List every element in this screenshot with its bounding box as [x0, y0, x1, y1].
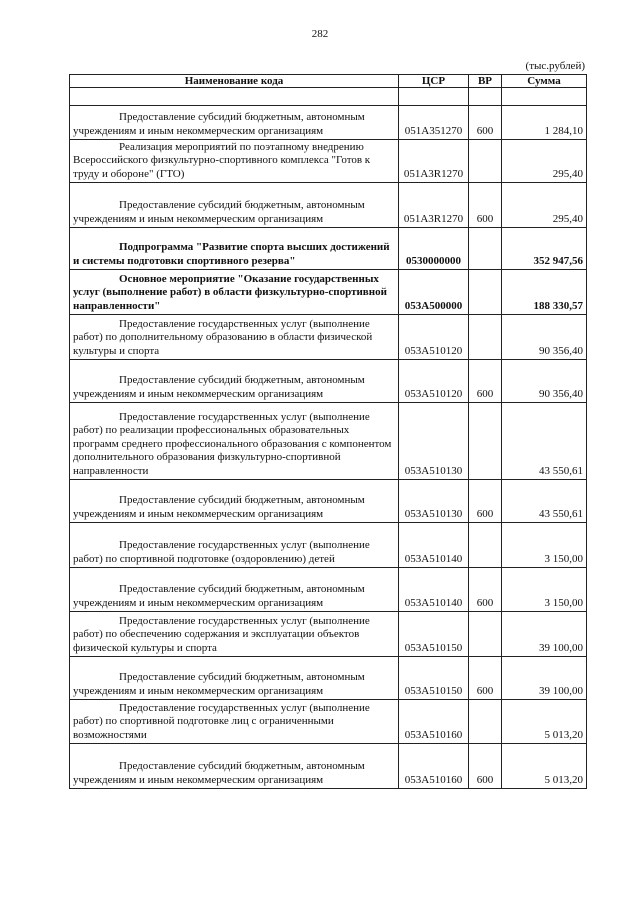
table-row [70, 140, 587, 183]
row-sum [502, 88, 587, 106]
row-name: Предоставление государственных услуг (выполнение работ) по обеспечению содержания и эксплуатации объектов физической культуры и спорта [70, 612, 399, 657]
row-name: Предоставление субсидий бюджетным, автономным учреждениям и иным некоммерческим организациям [70, 657, 399, 700]
row-csr: 053А510150 [399, 612, 469, 657]
budget-table [69, 74, 587, 789]
table-header-row [70, 75, 587, 88]
table-row [70, 744, 587, 789]
row-vr: 600 [469, 657, 502, 700]
row-csr: 053А510120 [399, 360, 469, 403]
row-name: Реализация мероприятий по поэтапному внедрению Всероссийского физкультурно-спортивного комплекса "Готов к труду и обороне" (ГТО) [70, 140, 399, 183]
row-vr [469, 140, 502, 183]
row-name: Предоставление субсидий бюджетным, автономным учреждениям и иным некоммерческим организациям [70, 744, 399, 789]
row-vr: 600 [469, 744, 502, 789]
header-name: Наименование кода [70, 75, 399, 88]
row-name: Основное мероприятие "Оказание государственных услуг (выполнение работ) в области физкультурно-спортивной направленности" [70, 270, 399, 315]
table-row [70, 228, 587, 270]
row-vr: 600 [469, 480, 502, 523]
row-vr: 600 [469, 183, 502, 228]
row-name: Подпрограмма "Развитие спорта высших достижений и системы подготовки спортивного резерва" [70, 228, 399, 270]
header-sum: Сумма [502, 75, 587, 88]
row-sum: 90 356,40 [502, 315, 587, 360]
page-number: 282 [311, 28, 329, 40]
row-sum: 352 947,56 [502, 228, 587, 270]
row-sum: 43 550,61 [502, 403, 587, 480]
row-sum: 39 100,00 [502, 657, 587, 700]
row-sum: 295,40 [502, 183, 587, 228]
row-vr [469, 612, 502, 657]
row-vr [469, 88, 502, 106]
row-csr: 053А510140 [399, 568, 469, 612]
row-name: Предоставление государственных услуг (выполнение работ) по спортивной подготовке лиц с ограниченными возможностями [70, 700, 399, 744]
row-csr: 051A351270 [399, 106, 469, 140]
table-row [70, 523, 587, 568]
row-sum: 90 356,40 [502, 360, 587, 403]
row-name [70, 88, 399, 106]
row-name: Предоставление субсидий бюджетным, автономным учреждениям и иным некоммерческим организациям [70, 360, 399, 403]
table-row [70, 360, 587, 403]
row-sum: 3 150,00 [502, 523, 587, 568]
row-csr: 053А510130 [399, 403, 469, 480]
row-sum: 5 013,20 [502, 744, 587, 789]
row-sum: 5 013,20 [502, 700, 587, 744]
row-sum: 3 150,00 [502, 568, 587, 612]
row-vr [469, 315, 502, 360]
table-row [70, 106, 587, 140]
header-vr: ВР [469, 75, 502, 88]
table-row [70, 183, 587, 228]
table-row [70, 480, 587, 523]
row-csr: 053А510160 [399, 744, 469, 789]
row-vr: 600 [469, 106, 502, 140]
row-name: Предоставление субсидий бюджетным, автономным учреждениям и иным некоммерческим организациям [70, 183, 399, 228]
row-csr [399, 88, 469, 106]
row-vr [469, 403, 502, 480]
row-vr [469, 523, 502, 568]
table-row [70, 657, 587, 700]
row-csr: 051A3R1270 [399, 183, 469, 228]
header-csr: ЦСР [399, 75, 469, 88]
row-sum: 188 330,57 [502, 270, 587, 315]
row-csr: 053А510160 [399, 700, 469, 744]
row-vr [469, 700, 502, 744]
row-vr [469, 228, 502, 270]
row-csr: 053А510140 [399, 523, 469, 568]
table-row [70, 700, 587, 744]
row-csr: 053А500000 [399, 270, 469, 315]
table-row [70, 612, 587, 657]
row-csr: 051A3R1270 [399, 140, 469, 183]
row-sum: 1 284,10 [502, 106, 587, 140]
row-sum: 295,40 [502, 140, 587, 183]
table-row [70, 88, 587, 106]
table-row [70, 403, 587, 480]
table-row [70, 315, 587, 360]
row-name: Предоставление государственных услуг (выполнение работ) по спортивной подготовке (оздоровлению) детей [70, 523, 399, 568]
row-csr: 053А510150 [399, 657, 469, 700]
row-sum: 39 100,00 [502, 612, 587, 657]
row-vr: 600 [469, 360, 502, 403]
row-csr: 053А510120 [399, 315, 469, 360]
row-name: Предоставление субсидий бюджетным, автономным учреждениям и иным некоммерческим организациям [70, 568, 399, 612]
table-row [70, 568, 587, 612]
table-row [70, 270, 587, 315]
row-vr: 600 [469, 568, 502, 612]
row-name: Предоставление государственных услуг (выполнение работ) по дополнительному образованию в области физической культуры и спорта [70, 315, 399, 360]
row-vr [469, 270, 502, 315]
row-name: Предоставление субсидий бюджетным, автономным учреждениям и иным некоммерческим организациям [70, 106, 399, 140]
row-csr: 053А510130 [399, 480, 469, 523]
row-csr: 0530000000 [399, 228, 469, 270]
row-sum: 43 550,61 [502, 480, 587, 523]
row-name: Предоставление государственных услуг (выполнение работ) по реализации профессиональных образовательных программ среднего профессионального образования с компонентом дополнительного образования физкультурно-спортивной направленности [70, 403, 399, 480]
units-label: (тыс.рублей) [525, 60, 585, 72]
row-name: Предоставление субсидий бюджетным, автономным учреждениям и иным некоммерческим организациям [70, 480, 399, 523]
